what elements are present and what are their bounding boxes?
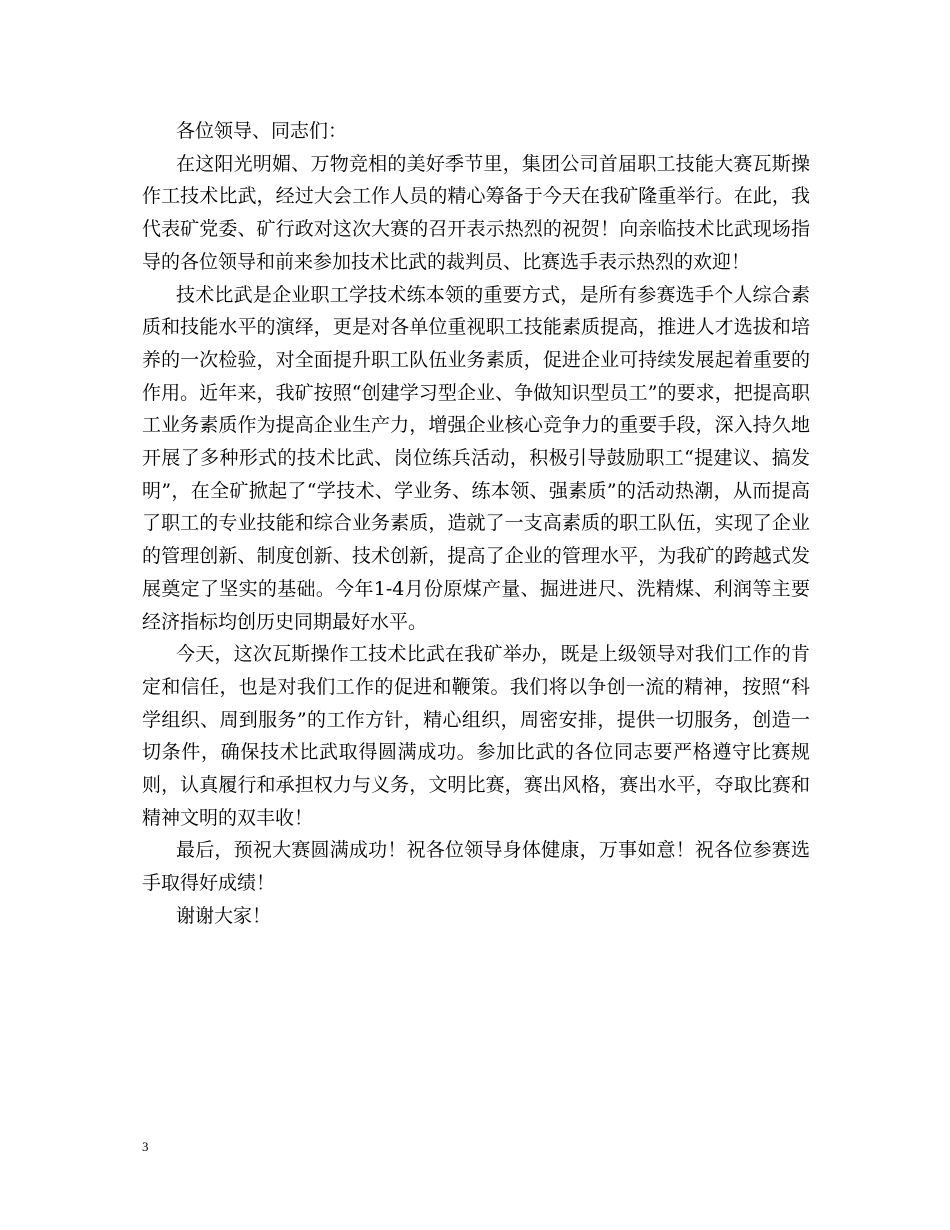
- paragraph-today: 今天，这次瓦斯操作工技术比武在我矿举办，既是上级领导对我们工作的肯定和信任，也是对我们工作的促进和鞭策。我们将以争创一流的精神，按照“科学组织、周到服务”的工作方针，精心组织，周密安排，提供一切服务，创造一切条件，确保技术比武取得圆满成功。参加比武的各位同志要严格遵守比赛规则，认真履行和承担权力与义务，文明比赛，赛出风格，赛出水平，夺取比赛和精神文明的双丰收！: [142, 643, 810, 829]
- document-body: [142, 115, 810, 933]
- paragraph-significance: 技术比武是企业职工学技术练本领的重要方式，是所有参赛选手个人综合素质和技能水平的演绎，更是对各单位重视职工技能素质提高，推进人才选拔和培养的一次检验，对全面提升职工队伍业务素质，促进企业可持续发展起着重要的作用。近年来，我矿按照“创建学习型企业、争做知识型员工”的要求，把提高职工业务素质作为提高企业生产力，增强企业核心竞争力的重要手段，深入持久地开展了多种形式的技术比武、岗位练兵活动，积极引导鼓励职工“提建议、搞发明”，在全矿掀起了“学技术、学业务、练本领、强素质”的活动热潮，从而提高了职工的专业技能和综合业务素质，造就了一支高素质的职工队伍，实现了企业的管理创新、制度创新、技术创新，提高了企业的管理水平，为我矿的跨越式发展奠定了坚实的基础。今年1-4月份原煤产量、掘进进尺、洗精煤、利润等主要经济指标均创历史同期最好水平。: [142, 283, 810, 633]
- paragraph-welcome: 在这阳光明媚、万物竞相的美好季节里，集团公司首届职工技能大赛瓦斯操作工技术比武，经过大会工作人员的精心筹备于今天在我矿隆重举行。在此，我代表矿党委、矿行政对这次大赛的召开表示热烈的祝贺！向亲临技术比武现场指导的各位领导和前来参加技术比武的裁判员、比赛选手表示热烈的欢迎！: [142, 152, 810, 273]
- page-number: 3: [142, 1139, 149, 1154]
- paragraph-thanks: 谢谢大家！: [176, 904, 272, 927]
- salutation: 各位领导、同志们：: [176, 120, 348, 142]
- paragraph-wishes: 最后，预祝大赛圆满成功！祝各位领导身体健康，万事如意！祝各位参赛选手取得好成绩！: [142, 839, 810, 895]
